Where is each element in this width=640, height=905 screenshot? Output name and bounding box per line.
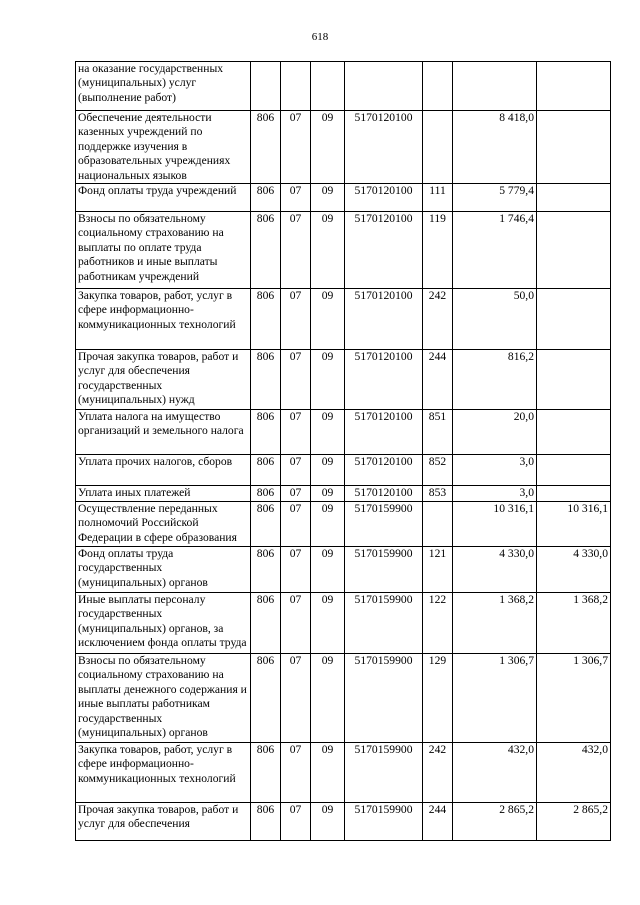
table-row: [76, 593, 611, 654]
cell-grbs: 806: [251, 184, 281, 212]
table-row: [76, 62, 611, 111]
cell-amount: 432,0: [453, 743, 537, 803]
cell-grbs: 806: [251, 289, 281, 350]
cell-amount: 816,2: [453, 350, 537, 410]
cell-target-article: 5170159900: [345, 803, 423, 841]
cell-expense-type: 111: [423, 184, 453, 212]
cell-grbs: 806: [251, 743, 281, 803]
cell-expense-type: 122: [423, 593, 453, 654]
table-row: [76, 212, 611, 289]
cell-subsection: 09: [311, 803, 345, 841]
cell-grbs: 806: [251, 455, 281, 486]
cell-name: Закупка товаров, работ, услуг в сфере информационно-коммуникационных технологий: [76, 743, 251, 803]
cell-target-article: 5170159900: [345, 593, 423, 654]
cell-name: Прочая закупка товаров, работ и услуг для обеспечения государственных (муниципальных) нужд: [76, 350, 251, 410]
cell-target-article: 5170159900: [345, 654, 423, 743]
cell-expense-type: 242: [423, 289, 453, 350]
cell-target-article: 5170120100: [345, 486, 423, 502]
cell-expense-type: 244: [423, 803, 453, 841]
cell-expense-type: 121: [423, 547, 453, 593]
cell-name: Взносы по обязательному социальному страхованию на выплаты денежного содержания и иные выплаты работникам государственных (муниципальных) органов: [76, 654, 251, 743]
cell-amount: 1 746,4: [453, 212, 537, 289]
cell-subsection: 09: [311, 289, 345, 350]
cell-subsection: 09: [311, 111, 345, 184]
cell-section: 07: [281, 502, 311, 547]
cell-target-article: 5170120100: [345, 184, 423, 212]
cell-amount-subvention: 432,0: [537, 743, 611, 803]
cell-amount: 5 779,4: [453, 184, 537, 212]
cell-amount-subvention: [537, 486, 611, 502]
cell-expense-type: 851: [423, 410, 453, 455]
cell-section: 07: [281, 803, 311, 841]
cell-name: Фонд оплаты труда государственных (муниципальных) органов: [76, 547, 251, 593]
cell-target-article: 5170120100: [345, 350, 423, 410]
cell-section: 07: [281, 184, 311, 212]
cell-subsection: 09: [311, 502, 345, 547]
cell-section: 07: [281, 593, 311, 654]
cell-section: 07: [281, 547, 311, 593]
table-row: [76, 502, 611, 547]
cell-amount-subvention: [537, 184, 611, 212]
cell-name: Иные выплаты персоналу государственных (муниципальных) органов, за исключением фонда оплаты труда: [76, 593, 251, 654]
cell-amount-subvention: 1 368,2: [537, 593, 611, 654]
cell-name: Взносы по обязательному социальному страхованию на выплаты по оплате труда работников и иные выплаты работникам учреждений: [76, 212, 251, 289]
cell-subsection: 09: [311, 593, 345, 654]
cell-amount: 1 306,7: [453, 654, 537, 743]
cell-grbs: 806: [251, 111, 281, 184]
cell-amount: 3,0: [453, 455, 537, 486]
cell-target-article: [345, 62, 423, 111]
cell-section: 07: [281, 350, 311, 410]
cell-amount: 10 316,1: [453, 502, 537, 547]
cell-subsection: 09: [311, 743, 345, 803]
cell-grbs: 806: [251, 547, 281, 593]
cell-expense-type: [423, 502, 453, 547]
budget-table: [75, 61, 611, 841]
cell-grbs: 806: [251, 350, 281, 410]
cell-subsection: 09: [311, 547, 345, 593]
cell-expense-type: 852: [423, 455, 453, 486]
cell-target-article: 5170120100: [345, 410, 423, 455]
cell-target-article: 5170159900: [345, 743, 423, 803]
cell-grbs: 806: [251, 803, 281, 841]
cell-grbs: 806: [251, 654, 281, 743]
table-row: [76, 803, 611, 841]
cell-name: Обеспечение деятельности казенных учреждений по поддержке изучения в образовательных учреждениях национальных языков: [76, 111, 251, 184]
cell-expense-type: [423, 62, 453, 111]
cell-section: [281, 62, 311, 111]
cell-section: 07: [281, 410, 311, 455]
cell-amount: [453, 62, 537, 111]
cell-name: Уплата налога на имущество организаций и земельного налога: [76, 410, 251, 455]
cell-section: 07: [281, 654, 311, 743]
cell-name: Фонд оплаты труда учреждений: [76, 184, 251, 212]
cell-amount: 4 330,0: [453, 547, 537, 593]
table-row: [76, 289, 611, 350]
table-row: [76, 486, 611, 502]
cell-name: Уплата прочих налогов, сборов: [76, 455, 251, 486]
cell-section: 07: [281, 289, 311, 350]
cell-amount-subvention: 4 330,0: [537, 547, 611, 593]
cell-grbs: 806: [251, 410, 281, 455]
cell-subsection: 09: [311, 654, 345, 743]
cell-amount: 2 865,2: [453, 803, 537, 841]
cell-section: 07: [281, 212, 311, 289]
cell-target-article: 5170159900: [345, 547, 423, 593]
cell-subsection: [311, 62, 345, 111]
cell-amount-subvention: 1 306,7: [537, 654, 611, 743]
table-row: [76, 350, 611, 410]
cell-expense-type: 242: [423, 743, 453, 803]
cell-grbs: 806: [251, 212, 281, 289]
cell-section: 07: [281, 486, 311, 502]
cell-name: на оказание государственных (муниципальных) услуг (выполнение работ): [76, 62, 251, 111]
cell-subsection: 09: [311, 410, 345, 455]
cell-amount-subvention: [537, 62, 611, 111]
cell-subsection: 09: [311, 350, 345, 410]
cell-subsection: 09: [311, 486, 345, 502]
cell-grbs: 806: [251, 593, 281, 654]
cell-grbs: [251, 62, 281, 111]
page-number: 618: [311, 31, 329, 43]
cell-section: 07: [281, 111, 311, 184]
cell-target-article: 5170120100: [345, 289, 423, 350]
cell-expense-type: 119: [423, 212, 453, 289]
table-row: [76, 410, 611, 455]
cell-target-article: 5170120100: [345, 455, 423, 486]
cell-name: Прочая закупка товаров, работ и услуг для обеспечения: [76, 803, 251, 841]
table-row: [76, 184, 611, 212]
cell-name: Закупка товаров, работ, услуг в сфере информационно-коммуникационных технологий: [76, 289, 251, 350]
cell-amount-subvention: [537, 410, 611, 455]
cell-section: 07: [281, 743, 311, 803]
table-row: [76, 111, 611, 184]
table-row: [76, 455, 611, 486]
cell-amount-subvention: [537, 111, 611, 184]
cell-amount: 1 368,2: [453, 593, 537, 654]
cell-subsection: 09: [311, 184, 345, 212]
cell-amount-subvention: [537, 455, 611, 486]
cell-target-article: 5170120100: [345, 111, 423, 184]
table-row: [76, 547, 611, 593]
cell-target-article: 5170120100: [345, 212, 423, 289]
cell-amount-subvention: [537, 350, 611, 410]
cell-target-article: 5170159900: [345, 502, 423, 547]
cell-amount: 8 418,0: [453, 111, 537, 184]
cell-subsection: 09: [311, 212, 345, 289]
table-row: [76, 743, 611, 803]
cell-section: 07: [281, 455, 311, 486]
cell-amount: 50,0: [453, 289, 537, 350]
cell-amount: 20,0: [453, 410, 537, 455]
cell-amount: 3,0: [453, 486, 537, 502]
cell-grbs: 806: [251, 486, 281, 502]
cell-expense-type: 853: [423, 486, 453, 502]
cell-amount-subvention: 10 316,1: [537, 502, 611, 547]
cell-expense-type: 129: [423, 654, 453, 743]
cell-amount-subvention: [537, 289, 611, 350]
cell-expense-type: 244: [423, 350, 453, 410]
cell-grbs: 806: [251, 502, 281, 547]
table-row: [76, 654, 611, 743]
cell-name: Уплата иных платежей: [76, 486, 251, 502]
cell-amount-subvention: [537, 212, 611, 289]
cell-amount-subvention: 2 865,2: [537, 803, 611, 841]
cell-name: Осуществление переданных полномочий Российской Федерации в сфере образования: [76, 502, 251, 547]
cell-subsection: 09: [311, 455, 345, 486]
cell-expense-type: [423, 111, 453, 184]
